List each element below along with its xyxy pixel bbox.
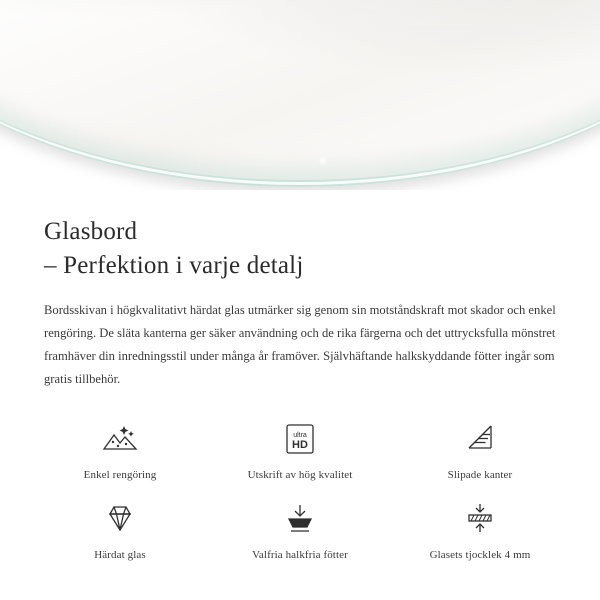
- feature-label: Utskrift av hög kvalitet: [247, 469, 353, 481]
- ultra-hd-icon: [277, 419, 323, 459]
- description-paragraph: Bordsskivan i högkvalitativt härdat glas utmärker sig genom sin motståndskraft mot skador och enkel rengöring. De släta kanterna ger säker användning och de rika färgerna och det uttrycksfulla mönstret framhäver din inredningsstil under många år framöver. Självhäftande halkskyddande fötter ingår som gratis tillbehör.: [44, 303, 556, 386]
- feature-label: Glasets tjocklek 4 mm: [429, 549, 531, 561]
- headline-line-2: – Perfektion i varje detalj: [44, 252, 304, 279]
- feature-item-polished-edges: [390, 419, 570, 481]
- hd-text: HD: [292, 439, 308, 451]
- product-description-section: [0, 190, 600, 561]
- feature-item-print-quality: [210, 419, 390, 481]
- polished-edges-icon: [457, 419, 503, 459]
- glass-thickness-icon: [457, 499, 503, 539]
- feature-label: Enkel rengöring: [83, 469, 157, 481]
- feature-item-glass-thickness: [390, 499, 570, 561]
- non-slip-feet-icon: [277, 499, 323, 539]
- feature-grid: [30, 419, 570, 561]
- tempered-glass-diamond-icon: [97, 499, 143, 539]
- feature-label: Valfria halkfria fötter: [252, 549, 348, 561]
- glass-table-top-shape: [0, 0, 600, 187]
- feature-item-tempered-glass: [30, 499, 210, 561]
- feature-label: Slipade kanter: [447, 469, 513, 481]
- ultra-text: ultra: [293, 432, 307, 439]
- headline-line-1: Glasbord: [44, 218, 138, 245]
- page-title: [44, 215, 600, 283]
- sparkle-highlight: [318, 156, 328, 166]
- feature-label: Härdat glas: [94, 549, 146, 561]
- feature-item-non-slip-feet: [210, 499, 390, 561]
- hero-product-image: [0, 0, 600, 190]
- easy-clean-icon: [97, 419, 143, 459]
- feature-item-easy-cleaning: [30, 419, 210, 481]
